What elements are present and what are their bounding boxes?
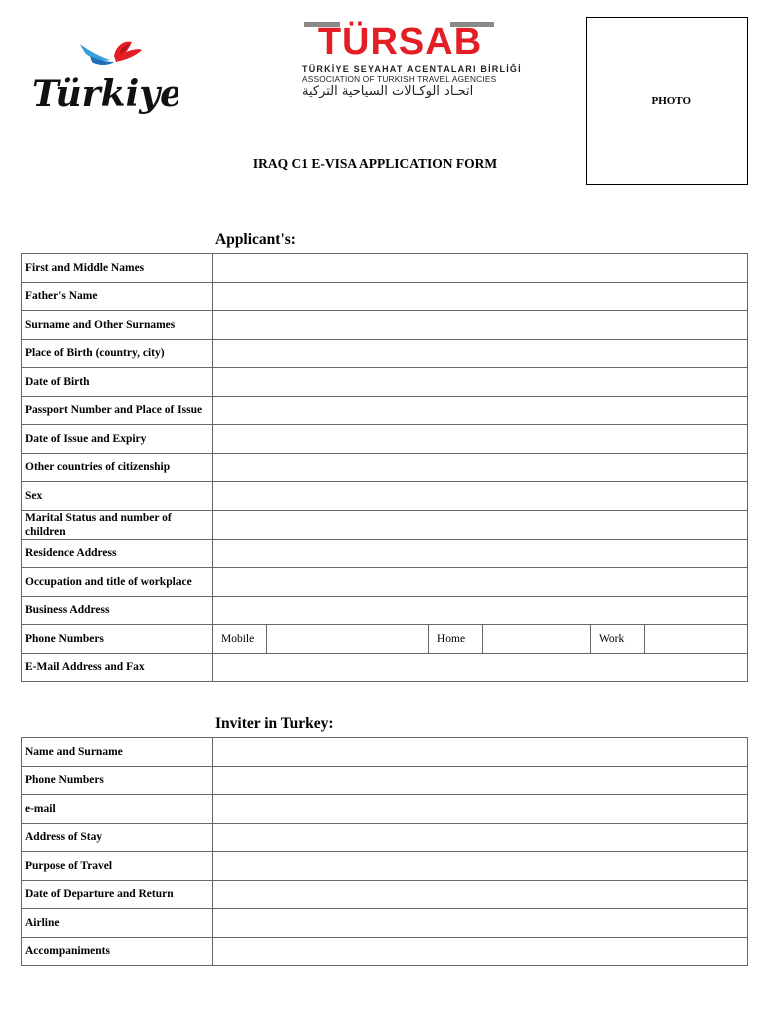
first-middle-names-field[interactable] (213, 254, 748, 283)
field-label: Passport Number and Place of Issue (22, 396, 213, 425)
table-row (22, 339, 748, 368)
table-row (22, 852, 748, 881)
inviter-name-field[interactable] (213, 738, 748, 767)
business-address-field[interactable] (213, 596, 748, 625)
field-label: Residence Address (22, 539, 213, 568)
mobile-label: Mobile (213, 625, 267, 654)
date-issue-expiry-field[interactable] (213, 425, 748, 454)
marital-status-field[interactable] (213, 510, 748, 539)
home-phone-field[interactable] (483, 625, 591, 654)
inviter-email-field[interactable] (213, 795, 748, 824)
table-row (22, 653, 748, 682)
table-row (22, 596, 748, 625)
field-label: Place of Birth (country, city) (22, 339, 213, 368)
field-label: Occupation and title of workplace (22, 568, 213, 597)
turkiye-wordmark: Türkiye (32, 73, 178, 115)
field-label: E-Mail Address and Fax (22, 653, 213, 682)
table-row (22, 738, 748, 767)
field-label: First and Middle Names (22, 254, 213, 283)
tursab-logo (300, 16, 522, 100)
table-row (22, 282, 748, 311)
photo-label: PHOTO (651, 95, 691, 107)
airline-field[interactable] (213, 909, 748, 938)
field-label: Other countries of citizenship (22, 453, 213, 482)
place-of-birth-field[interactable] (213, 339, 748, 368)
field-label: Father's Name (22, 282, 213, 311)
table-row (22, 909, 748, 938)
table-row (22, 625, 748, 654)
mobile-phone-field[interactable] (267, 625, 429, 654)
work-label: Work (591, 625, 645, 654)
address-of-stay-field[interactable] (213, 823, 748, 852)
table-row (22, 880, 748, 909)
table-row (22, 510, 748, 539)
surname-field[interactable] (213, 311, 748, 340)
table-row (22, 482, 748, 511)
field-label: Date of Departure and Return (22, 880, 213, 909)
date-of-birth-field[interactable] (213, 368, 748, 397)
tursab-wordmark: TÜRSAB (317, 21, 483, 63)
field-label: Airline (22, 909, 213, 938)
applicant-heading: Applicant's: (215, 231, 296, 248)
purpose-of-travel-field[interactable] (213, 852, 748, 881)
field-label: Business Address (22, 596, 213, 625)
field-label: Name and Surname (22, 738, 213, 767)
email-fax-field[interactable] (213, 653, 748, 682)
tursab-line-english: ASSOCIATION OF TURKISH TRAVEL AGENCIES (302, 74, 497, 84)
field-label: Sex (22, 482, 213, 511)
field-label: Purpose of Travel (22, 852, 213, 881)
other-citizenship-field[interactable] (213, 453, 748, 482)
field-label: Phone Numbers (22, 625, 213, 654)
accompaniments-field[interactable] (213, 937, 748, 966)
table-row (22, 937, 748, 966)
work-phone-field[interactable] (645, 625, 748, 654)
inviter-heading: Inviter in Turkey: (215, 715, 334, 732)
table-row (22, 766, 748, 795)
table-row (22, 795, 748, 824)
field-label: Date of Birth (22, 368, 213, 397)
field-label: Date of Issue and Expiry (22, 425, 213, 454)
table-row (22, 396, 748, 425)
departure-return-field[interactable] (213, 880, 748, 909)
turkiye-logo-graphic (28, 34, 178, 120)
tursab-line-turkish: TÜRKİYE SEYAHAT ACENTALARI BİRLİĞİ (302, 64, 522, 74)
field-label: Accompaniments (22, 937, 213, 966)
applicant-table (21, 253, 748, 682)
inviter-phone-field[interactable] (213, 766, 748, 795)
field-label: e-mail (22, 795, 213, 824)
field-label: Address of Stay (22, 823, 213, 852)
residence-address-field[interactable] (213, 539, 748, 568)
field-label: Phone Numbers (22, 766, 213, 795)
sex-field[interactable] (213, 482, 748, 511)
table-row (22, 311, 748, 340)
form-title: IRAQ C1 E-VISA APPLICATION FORM (252, 156, 498, 171)
field-label: Marital Status and number of children (22, 510, 213, 539)
inviter-table (21, 737, 748, 966)
table-row (22, 568, 748, 597)
table-row (22, 368, 748, 397)
table-row (22, 425, 748, 454)
table-row (22, 539, 748, 568)
table-row (22, 823, 748, 852)
table-row (22, 453, 748, 482)
passport-number-field[interactable] (213, 396, 748, 425)
occupation-field[interactable] (213, 568, 748, 597)
turkiye-logo (28, 34, 178, 120)
table-row (22, 254, 748, 283)
field-label: Surname and Other Surnames (22, 311, 213, 340)
home-label: Home (429, 625, 483, 654)
tursab-line-arabic: اتحـاد الوكـالات السياحية التركية (302, 84, 474, 99)
fathers-name-field[interactable] (213, 282, 748, 311)
